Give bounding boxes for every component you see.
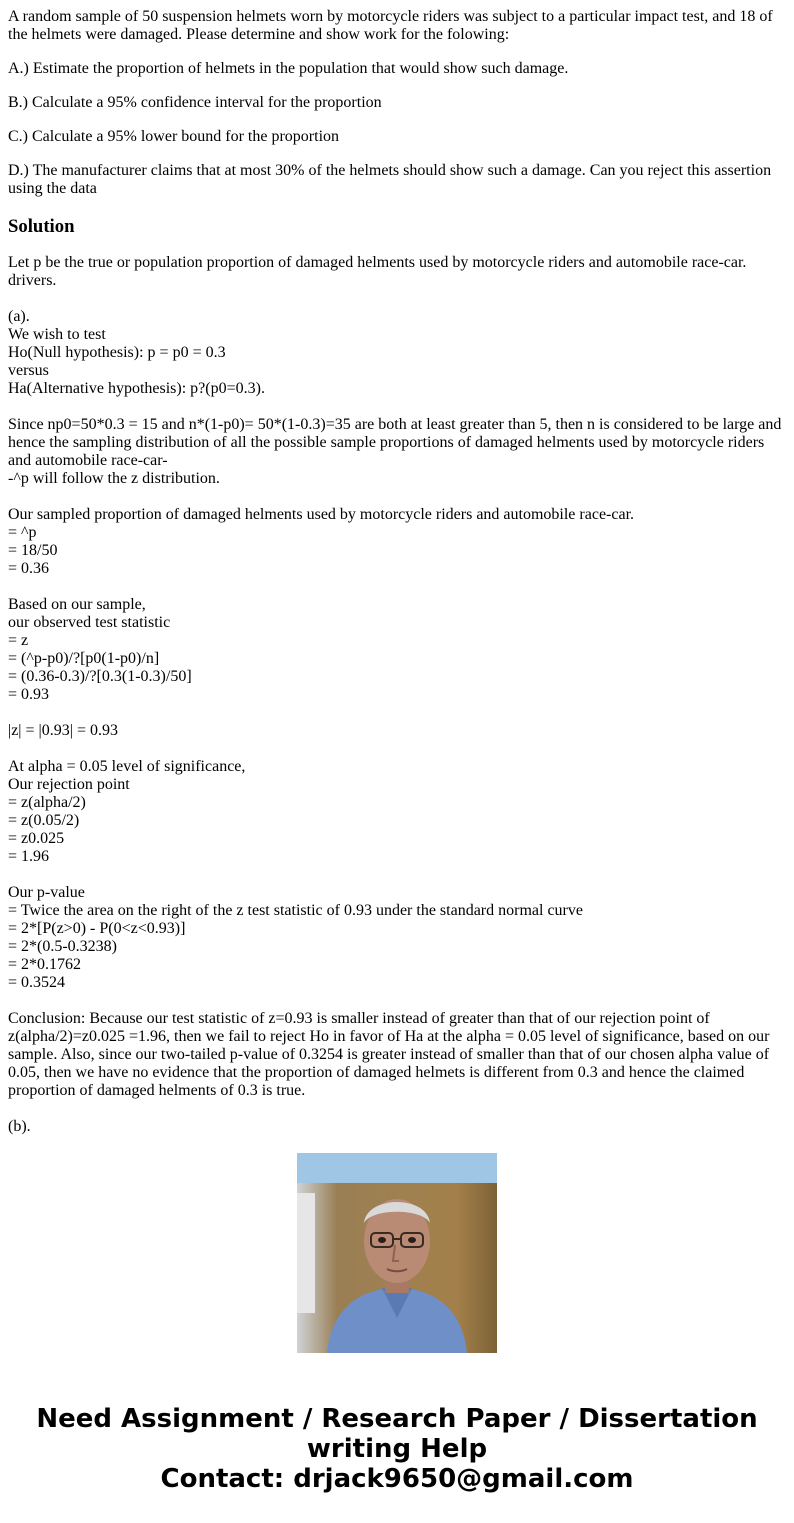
solution-line: = 0.93 (8, 686, 50, 703)
solution-blank-line (8, 578, 786, 596)
solution-line: = 2*0.1762 (8, 956, 82, 973)
solution-blank-line (8, 704, 786, 722)
solution-blank-line (8, 992, 786, 1010)
author-avatar (297, 1153, 497, 1353)
solution-blank-line (8, 866, 786, 884)
solution-line: = (^p-p0)/?[p0(1-p0)/n] (8, 650, 160, 667)
solution-text-box (8, 254, 786, 1135)
solution-blank-line (8, 740, 786, 758)
question-block (8, 8, 786, 198)
solution-line: our observed test statistic (8, 614, 171, 631)
solution-line: = 1.96 (8, 848, 50, 865)
solution-line: = z(0.05/2) (8, 812, 80, 829)
solution-line: = ^p (8, 524, 37, 541)
promo-contact: Contact: drjack9650@gmail.com (160, 1464, 634, 1494)
question-part-b: B.) Calculate a 95% confidence interval for the proportion (8, 94, 382, 111)
solution-line: = 0.36 (8, 560, 50, 577)
solution-line: versus (8, 362, 49, 379)
solution-line: Our sampled proportion of damaged helments used by motorcycle riders and automobile race-car. (8, 506, 635, 523)
solution-line: Based on our sample, (8, 596, 146, 613)
solution-line: = z (8, 632, 29, 649)
solution-line: = (0.36-0.3)/?[0.3(1-0.3)/50] (8, 668, 192, 685)
solution-line: -^p will follow the z distribution. (8, 470, 220, 487)
question-intro: A random sample of 50 suspension helmets worn by motorcycle riders was subject to a particular impact test, and 18 of the helmets were damaged. Please determine and show work for the folowing: (8, 8, 773, 43)
solution-line: (a). (8, 308, 30, 325)
promo-banner (0, 1404, 794, 1494)
document-content (8, 8, 786, 1135)
question-part-d: D.) The manufacturer claims that at most 30% of the helmets should show such a damage. Can you reject this assertion using the data (8, 162, 772, 197)
solution-line: We wish to test (8, 326, 106, 343)
solution-line: At alpha = 0.05 level of significance, (8, 758, 246, 775)
solution-blank-line (8, 488, 786, 506)
solution-line: = 18/50 (8, 542, 58, 559)
promo-line-1: Need Assignment / Research Paper / Dissertation (36, 1404, 758, 1434)
solution-line: = 2*[P(z>0) - P(0<z<0.93)] (8, 920, 186, 937)
solution-line: Conclusion: Because our test statistic of z=0.93 is smaller instead of greater than that of our rejection point of z(alpha/2)=z0.025 =1.96, then we fail to reject Ho in favor of Ha at the alpha = 0.05 level of significance, based on our sample. Also, since our two-tailed p-value of 0.3254 is greater instead of smaller than that of our chosen alpha value of 0.05, then we have no evidence that the proportion of damaged helmets is different from 0.3 and hence the claimed proportion of damaged helments of 0.3 is true. (8, 1010, 770, 1099)
solution-line: = z(alpha/2) (8, 794, 86, 811)
solution-line: (b). (8, 1118, 31, 1135)
solution-blank-line (8, 398, 786, 416)
solution-heading: Solution (8, 216, 75, 237)
solution-line: Our rejection point (8, 776, 130, 793)
question-part-a: A.) Estimate the proportion of helmets in the population that would show such damage. (8, 60, 569, 77)
solution-line: Our p-value (8, 884, 85, 901)
solution-line: Since np0=50*0.3 = 15 and n*(1-p0)= 50*(1-0.3)=35 are both at least greater than 5, then n is considered to be large and hence the sampling distribution of all the possible sample proportions of damaged helments used by motorcycle riders and automobile race-car- (8, 416, 782, 469)
solution-line: = 0.3524 (8, 974, 66, 991)
solution-line: Let p be the true or population proportion of damaged helments used by motorcycle riders and automobile race-car. drivers. (8, 254, 747, 289)
solution-line: Ha(Alternative hypothesis): p?(p0=0.3). (8, 380, 265, 397)
promo-line-2: writing Help (306, 1434, 488, 1464)
solution-line: Ho(Null hypothesis): p = p0 = 0.3 (8, 344, 226, 361)
solution-line: = z0.025 (8, 830, 65, 847)
solution-line: = Twice the area on the right of the z test statistic of 0.93 under the standard normal curve (8, 902, 583, 919)
solution-line: = 2*(0.5-0.3238) (8, 938, 118, 955)
author-photo-icon (297, 1153, 497, 1353)
solution-blank-line (8, 290, 786, 308)
question-part-c: C.) Calculate a 95% lower bound for the proportion (8, 128, 340, 145)
solution-blank-line (8, 1100, 786, 1118)
solution-line: |z| = |0.93| = 0.93 (8, 722, 118, 739)
